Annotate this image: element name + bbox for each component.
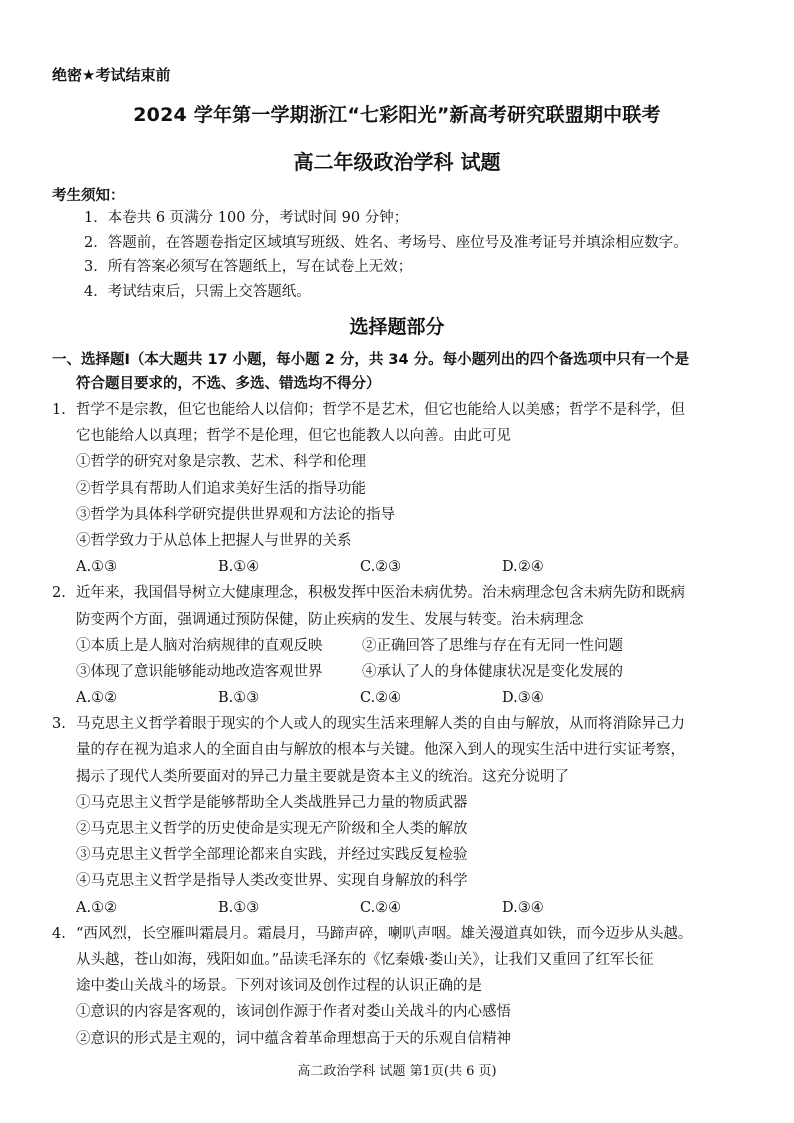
question-stem-line: 它也能给人以真理；哲学不是伦理，但它也能教人以向善。由此可见	[76, 428, 511, 445]
answer-choice-c: C.②④	[360, 899, 402, 916]
statement-option: ①马克思主义哲学是能够帮助全人类战胜异己力量的物质武器	[76, 794, 468, 811]
statement-option: ②正确回答了思维与存在有无同一性问题	[362, 637, 623, 654]
notice-item: 2．答题前，在答题卷指定区域填写班级、姓名、考场号、座位号及准考证号并填涂相应数字。	[84, 234, 688, 251]
statement-option: ③马克思主义哲学全部理论都来自实践，并经过实践反复检验	[76, 847, 468, 864]
question-stem-line: 途中娄山关战斗的场景。下列对该词及创作过程的认识正确的是	[76, 978, 482, 995]
answer-choice-d: D.③④	[502, 690, 544, 707]
question-stem-line: 从头越，苍山如海，残阳如血。”品读毛泽东的《忆秦娥·娄山关》，让我们又重回了红军长征	[76, 951, 654, 968]
statement-option: ④承认了人的身体健康状况是变化发展的	[362, 663, 623, 680]
question-4	[52, 921, 752, 1052]
question-number: 3.	[52, 716, 66, 733]
statement-option: ②马克思主义哲学的历史使命是实现无产阶级和全人类的解放	[76, 821, 468, 837]
page-footer: 高二政治学科 试题 第1页(共 6 页)	[297, 1064, 497, 1079]
statement-option: ③体现了意识能够能动地改造客观世界	[76, 663, 323, 680]
question-number: 4.	[52, 925, 66, 942]
question-stem-line: 揭示了现代人类所要面对的异己力量主要就是资本主义的统治。这充分说明了	[76, 768, 569, 785]
answer-choice-b: B.①④	[218, 559, 260, 576]
notice-list	[84, 206, 784, 304]
statement-option: ③哲学为具体科学研究提供世界观和方法论的指导	[76, 506, 395, 523]
section-title: 选择题部分	[349, 316, 445, 338]
statement-option: ④马克思主义哲学是指导人类改变世界、实现自身解放的科学	[76, 873, 468, 890]
statement-option-row	[52, 633, 752, 659]
exam-subtitle: 高二年级政治学科 试题	[293, 150, 501, 174]
statement-option: ②哲学具有帮助人们追求美好生活的指导功能	[76, 480, 366, 497]
question-1	[52, 397, 752, 580]
confidential-label: 绝密★考试结束前	[52, 66, 171, 84]
answer-choice-a: A.①②	[76, 690, 118, 707]
answer-choice-a: A.①③	[76, 559, 118, 576]
notice-item: 4．考试结束后，只需上交答题纸。	[84, 283, 311, 300]
statement-option: ①意识的内容是客观的，该词创作源于作者对娄山关战斗的内心感悟	[76, 1004, 511, 1021]
question-stem-line: 量的存在视为追求人的全面自由与解放的根本与关键。他深入到人的现实生活中进行实证考察，	[76, 742, 685, 759]
statement-option: ①哲学的研究对象是宗教、艺术、科学和伦理	[76, 454, 366, 471]
notice-item: 1．本卷共 6 页满分 100 分，考试时间 90 分钟；	[84, 210, 409, 226]
question-3	[52, 711, 752, 921]
question-number: 2.	[52, 585, 66, 602]
part-line: 符合题目要求的，不选、多选、错选均不得分）	[76, 375, 381, 392]
answer-choice-d: D.③④	[502, 899, 544, 916]
answer-choice-a: A.①②	[76, 899, 118, 916]
exam-title: 2024 学年第一学期浙江“七彩阳光”新高考研究联盟期中联考	[133, 104, 661, 126]
answer-choice-b: B.①③	[218, 899, 260, 916]
part-instructions	[52, 349, 752, 396]
question-number: 1.	[52, 402, 66, 418]
question-list	[52, 397, 752, 1052]
answer-choices	[52, 554, 752, 580]
question-stem-line: 防变两个方面，强调通过预防保健，防止疾病的发生、发展与转变。治未病理念	[76, 611, 584, 628]
statement-option-row	[52, 659, 752, 685]
question-stem-line: “西风烈，长空雁叫霜晨月。霜晨月，马蹄声碎，喇叭声咽。雄关漫道真如铁，而今迈步从头越。	[76, 925, 693, 942]
answer-choices	[52, 685, 752, 711]
statement-option: ①本质上是人脑对治病规律的直观反映	[76, 637, 323, 654]
answer-choice-c: C.②③	[360, 559, 402, 576]
part-line: 一、选择题Ⅰ（本大题共 17 小题，每小题 2 分，共 34 分。每小题列出的四个备选项中只有一个是	[52, 352, 690, 368]
answer-choice-d: D.②④	[502, 559, 544, 576]
question-stem-line: 近年来，我国倡导树立大健康理念，积极发挥中医治未病优势。治未病理念包含未病先防和既病	[76, 585, 685, 602]
question-stem-line: 哲学不是宗教，但它也能给人以信仰；哲学不是艺术，但它也能给人以美感；哲学不是科学，但	[76, 402, 685, 418]
answer-choice-b: B.①③	[218, 690, 260, 707]
statement-option: ④哲学致力于从总体上把握人与世界的关系	[76, 532, 352, 549]
answer-choice-c: C.②④	[360, 690, 402, 707]
answer-choices	[52, 895, 752, 921]
notice-heading: 考生须知：	[52, 188, 125, 204]
question-stem-line: 马克思主义哲学着眼于现实的个人或人的现实生活来理解人类的自由与解放，从而将消除异己力	[76, 716, 685, 733]
statement-option: ②意识的形式是主观的，词中蕴含着革命理想高于天的乐观自信精神	[76, 1030, 511, 1047]
notice-item: 3．所有答案必须写在答题纸上，写在试卷上无效；	[84, 259, 413, 275]
question-2	[52, 580, 752, 711]
